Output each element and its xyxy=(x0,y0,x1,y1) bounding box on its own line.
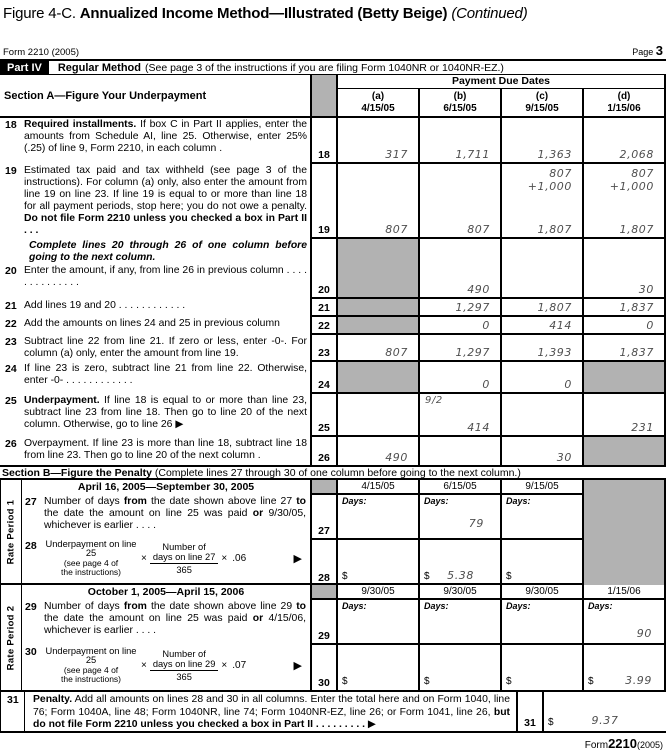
part-iv-note: (See page 3 of the instructions if you are filing Form 1040NR or 1040NR-EZ.) xyxy=(144,61,504,74)
line-22-numcell: 22 xyxy=(310,317,336,333)
cell-18-d: 2,068 xyxy=(582,118,664,162)
line-25-description: Underpayment. If line 18 is equal to or more than line 23, subtract line 23 from line 18. Then go to line 20 of the next column. Otherwise, go to line 26 ▶ xyxy=(24,395,307,430)
cell-22-d: 0 xyxy=(582,317,664,333)
line-22-description: Add the amounts on lines 24 and 25 in previous column xyxy=(24,318,280,329)
cell-29-a: Days: xyxy=(336,600,418,645)
cell-24-d xyxy=(582,362,664,392)
line-28-formula: Underpayment on line 25 (see page 4 of the instructions) × Number of days on line 27 365 × .06 ▶ xyxy=(44,539,310,583)
cell-27-b: Days: 79 xyxy=(418,495,500,540)
cell-25-c xyxy=(500,394,582,435)
column-b-header: (b) 6/15/05 xyxy=(418,89,500,116)
cell-25-d: 231 xyxy=(582,394,664,435)
rate-period-1-date-range: April 16, 2005—September 30, 2005 xyxy=(77,481,255,493)
multiply-sign: × xyxy=(221,660,228,671)
cell-25-b-date-note: 9/2 xyxy=(425,395,443,406)
line-18-description: Required installments. If box C in Part II applies, enter the amounts from Schedule AI, line 25. Otherwise, enter 25% (.25) of line 9, Form 2210, in each column . xyxy=(24,119,308,154)
cell-26-b xyxy=(418,437,500,465)
rp1-date-a: 4/15/05 xyxy=(336,480,418,495)
page-header xyxy=(0,43,666,59)
cell-26-c: 30 xyxy=(500,437,582,465)
line-21-numcell: 21 xyxy=(310,299,336,315)
cell-19-a: 807 xyxy=(336,164,418,237)
cell-20-a xyxy=(336,239,418,297)
part-iv-title: Regular Method xyxy=(57,61,141,74)
line-23-description: Subtract line 22 from line 21. If zero or less, enter -0-. For column (a) only, enter the amount from line 19. xyxy=(24,336,307,359)
row-22 xyxy=(0,317,666,335)
row-21 xyxy=(0,299,666,317)
line-19-description: Estimated tax paid and tax withheld (see page 3 of the instructions). For column (a) only, also enter the amount from line 19 on line 23. If line 19 is equal to or more than line 18 for all payment periods, stop here; you do not owe a penalty. Do not file Form 2210 unless you checked a box in Part II . . . xyxy=(24,165,307,236)
line-26-number: 26 xyxy=(5,438,17,450)
line-19-numcell: 19 xyxy=(310,164,336,237)
line-31-description: Penalty. Add all amounts on lines 28 and 30 in all columns. Enter the total here and on Form 1040, line 76; Form 1040A, line 48; Form 1040NR, line 74; Form 1040NR-EZ, line 26; or Form 1041, line 26, but do not file Form 2210 unless you checked a box in Part II . . . . . . . . . ▶ xyxy=(33,694,510,730)
cell-20-b: 490 xyxy=(418,239,500,297)
complete-columns-note: Complete lines 20 through 26 of one column before going to the next column. xyxy=(29,240,307,263)
section-b-header xyxy=(0,465,666,480)
line-20-description: Enter the amount, if any, from line 26 in previous column . . . . . . . . . . . . . . xyxy=(24,265,307,288)
section-a-header xyxy=(0,75,666,118)
cell-27-a: Days: xyxy=(336,495,418,540)
figure-title-continued: (Continued) xyxy=(451,5,528,22)
multiply-sign: × xyxy=(221,553,228,565)
line-27-numcell: 27 xyxy=(310,495,336,540)
rp1-date-b: 6/15/05 xyxy=(418,480,500,495)
figure-title-prefix: Figure 4-C. xyxy=(3,5,80,22)
cell-19-c-carryover: 807 +1,000 xyxy=(527,167,572,193)
cell-19-c: 807 +1,000 1,807 xyxy=(500,164,582,237)
rate-period-2-rate: .07 xyxy=(232,660,247,671)
row-26 xyxy=(0,437,666,465)
cell-26-d xyxy=(582,437,664,465)
cell-18-c: 1,363 xyxy=(500,118,582,162)
line-29-numcell: 29 xyxy=(310,600,336,645)
rate-period-1-rate: .06 xyxy=(232,553,247,565)
arrow-icon: ▶ xyxy=(293,660,302,672)
line-20-numcell: 20 xyxy=(310,239,336,297)
cell-23-a: 807 xyxy=(336,335,418,360)
line-24-description: If line 23 is zero, subtract line 21 from line 22. Otherwise, enter -0- . . . . . . . . . . . . xyxy=(24,363,307,386)
line-31-number: 31 xyxy=(1,692,25,731)
line-27-description-row xyxy=(22,495,310,539)
cell-22-b: 0 xyxy=(418,317,500,333)
line-29-description: Number of days from the date shown above line 29 to the date the amount on line 25 was paid or 4/15/06, whichever is earlier . . . . xyxy=(44,601,306,636)
rp2-date-a: 9/30/05 xyxy=(336,585,418,600)
payment-due-date-columns xyxy=(338,89,664,116)
footer-form-number: 2210 xyxy=(608,736,637,751)
cell-24-b: 0 xyxy=(418,362,500,392)
cell-18-a: 317 xyxy=(336,118,418,162)
part-iv-header xyxy=(0,59,666,75)
line-24-numcell: 24 xyxy=(310,362,336,392)
row-18 xyxy=(0,118,666,164)
line-number-column-shaded xyxy=(310,75,336,116)
section-a-title: Section A—Figure Your Underpayment xyxy=(4,89,207,102)
figure-title xyxy=(0,0,666,22)
line-18-numcell: 18 xyxy=(310,118,336,162)
cell-25-b: 9/2 414 xyxy=(418,394,500,435)
section-b-note: (Complete lines 27 through 30 of one column before going to the next column.) xyxy=(154,467,521,479)
payment-due-dates-block xyxy=(336,75,666,116)
figure-title-main: Annualized Income Method—Illustrated (Betty Beige) xyxy=(79,5,452,22)
part-iv-badge: Part IV xyxy=(0,61,49,74)
column-d-header: (d) 1/15/06 xyxy=(582,89,664,116)
rate-period-2-label: Rate Period 2 xyxy=(5,605,17,670)
line-30-numcell: 30 xyxy=(310,645,336,690)
rate-period-2-grid xyxy=(310,585,666,690)
payment-due-dates-label: Payment Due Dates xyxy=(338,75,664,89)
rp2-date-c: 9/30/05 xyxy=(500,585,582,600)
row-31 xyxy=(0,690,666,733)
line-19-number: 19 xyxy=(5,165,17,177)
line-30-formula: Underpayment on line 25 (see page 4 of the instructions) × Number of days on line 29 365 × .07 ▶ xyxy=(44,645,310,690)
line-29-number: 29 xyxy=(25,601,37,613)
cell-30-a: $ xyxy=(336,645,418,690)
line-30-formula-row xyxy=(22,645,310,690)
multiply-sign: × xyxy=(141,553,147,565)
cell-21-c: 1,807 xyxy=(500,299,582,315)
arrow-icon: ▶ xyxy=(293,553,302,566)
cell-24-c: 0 xyxy=(500,362,582,392)
section-b-title: Section B—Figure the Penalty xyxy=(2,467,155,479)
line-22-number: 22 xyxy=(5,318,17,330)
cell-23-b: 1,297 xyxy=(418,335,500,360)
cell-25-a xyxy=(336,394,418,435)
cell-30-b: $ xyxy=(418,645,500,690)
cell-23-c: 1,393 xyxy=(500,335,582,360)
line-28-formula-row xyxy=(22,539,310,583)
line-28-numcell: 28 xyxy=(310,540,336,585)
cell-19-d: 807 +1,000 1,807 xyxy=(582,164,664,237)
cell-20-d: 30 xyxy=(582,239,664,297)
rate-period-2-block xyxy=(0,585,666,690)
cell-21-d: 1,837 xyxy=(582,299,664,315)
cell-26-a: 490 xyxy=(336,437,418,465)
cell-27-c: Days: xyxy=(500,495,582,540)
line-26-description: Overpayment. If line 23 is more than line 18, subtract line 18 from line 23. Then go to line 20 of the next column . xyxy=(24,438,307,461)
line-29-description-row xyxy=(22,600,310,645)
cell-22-c: 414 xyxy=(500,317,582,333)
line-21-description: Add lines 19 and 20 . . . . . . . . . . . . xyxy=(24,300,186,311)
rp1-date-c: 9/15/05 xyxy=(500,480,582,495)
cell-22-a xyxy=(336,317,418,333)
row-19 xyxy=(0,164,666,239)
cell-19-d-carryover: 807 +1,000 xyxy=(609,167,654,193)
rate-period-1-label: Rate Period 1 xyxy=(5,499,17,564)
rp2-date-b: 9/30/05 xyxy=(418,585,500,600)
page-footer xyxy=(0,733,666,751)
rp1-column-d-shaded xyxy=(582,480,664,585)
line-20-number: 20 xyxy=(5,265,17,277)
line-23-number: 23 xyxy=(5,336,17,348)
row-24 xyxy=(0,362,666,394)
line-25-numcell: 25 xyxy=(310,394,336,435)
row-20 xyxy=(0,239,666,299)
cell-23-d: 1,837 xyxy=(582,335,664,360)
column-a-header: (a) 4/15/05 xyxy=(361,91,395,114)
rp2-date-d: 1/15/06 xyxy=(582,585,664,600)
line-18-number: 18 xyxy=(5,119,17,131)
rate-period-1-grid xyxy=(310,480,666,583)
line-30-number: 30 xyxy=(25,646,37,658)
row-25 xyxy=(0,394,666,437)
footer-form-word: Form xyxy=(584,740,609,751)
column-c-header: (c) 9/15/05 xyxy=(500,89,582,116)
rp2-numcell-shaded xyxy=(310,585,336,600)
rp1-numcell-shaded xyxy=(310,480,336,495)
line-27-description: Number of days from the date shown above line 27 to the date the amount on line 25 was paid or 9/30/05, whichever is earlier . . . . xyxy=(44,495,306,531)
cell-28-b: $ 5.38 xyxy=(418,540,500,585)
cell-21-a xyxy=(336,299,418,315)
line-24-number: 24 xyxy=(5,363,17,375)
cell-29-c: Days: xyxy=(500,600,582,645)
cell-24-a xyxy=(336,362,418,392)
cell-19-b: 807 xyxy=(418,164,500,237)
footer-form-year: (2005) xyxy=(636,740,663,750)
line-27-number: 27 xyxy=(25,495,37,508)
multiply-sign: × xyxy=(141,660,147,671)
page-number: Page 3 xyxy=(632,43,663,58)
cell-20-c xyxy=(500,239,582,297)
cell-30-d: $ 3.99 xyxy=(582,645,664,690)
cell-31-penalty: $ 9.37 xyxy=(542,692,666,731)
cell-29-d: Days: 90 xyxy=(582,600,664,645)
line-23-numcell: 23 xyxy=(310,335,336,360)
rate-period-1-block xyxy=(0,480,666,585)
row-23 xyxy=(0,335,666,362)
line-25-number: 25 xyxy=(5,395,17,407)
rate-period-2-date-range: October 1, 2005—April 15, 2006 xyxy=(87,586,245,598)
cell-28-c: $ xyxy=(500,540,582,585)
form-id: Form 2210 (2005) xyxy=(3,47,80,58)
cell-18-b: 1,711 xyxy=(418,118,500,162)
line-21-number: 21 xyxy=(5,300,17,312)
rate-period-2-side xyxy=(1,585,22,690)
line-31-numcell: 31 xyxy=(516,692,542,731)
cell-28-a: $ xyxy=(336,540,418,585)
cell-21-b: 1,297 xyxy=(418,299,500,315)
cell-29-b: Days: xyxy=(418,600,500,645)
line-28-number: 28 xyxy=(25,539,37,552)
line-26-numcell: 26 xyxy=(310,437,336,465)
cell-30-c: $ xyxy=(500,645,582,690)
rate-period-1-side xyxy=(1,480,22,583)
